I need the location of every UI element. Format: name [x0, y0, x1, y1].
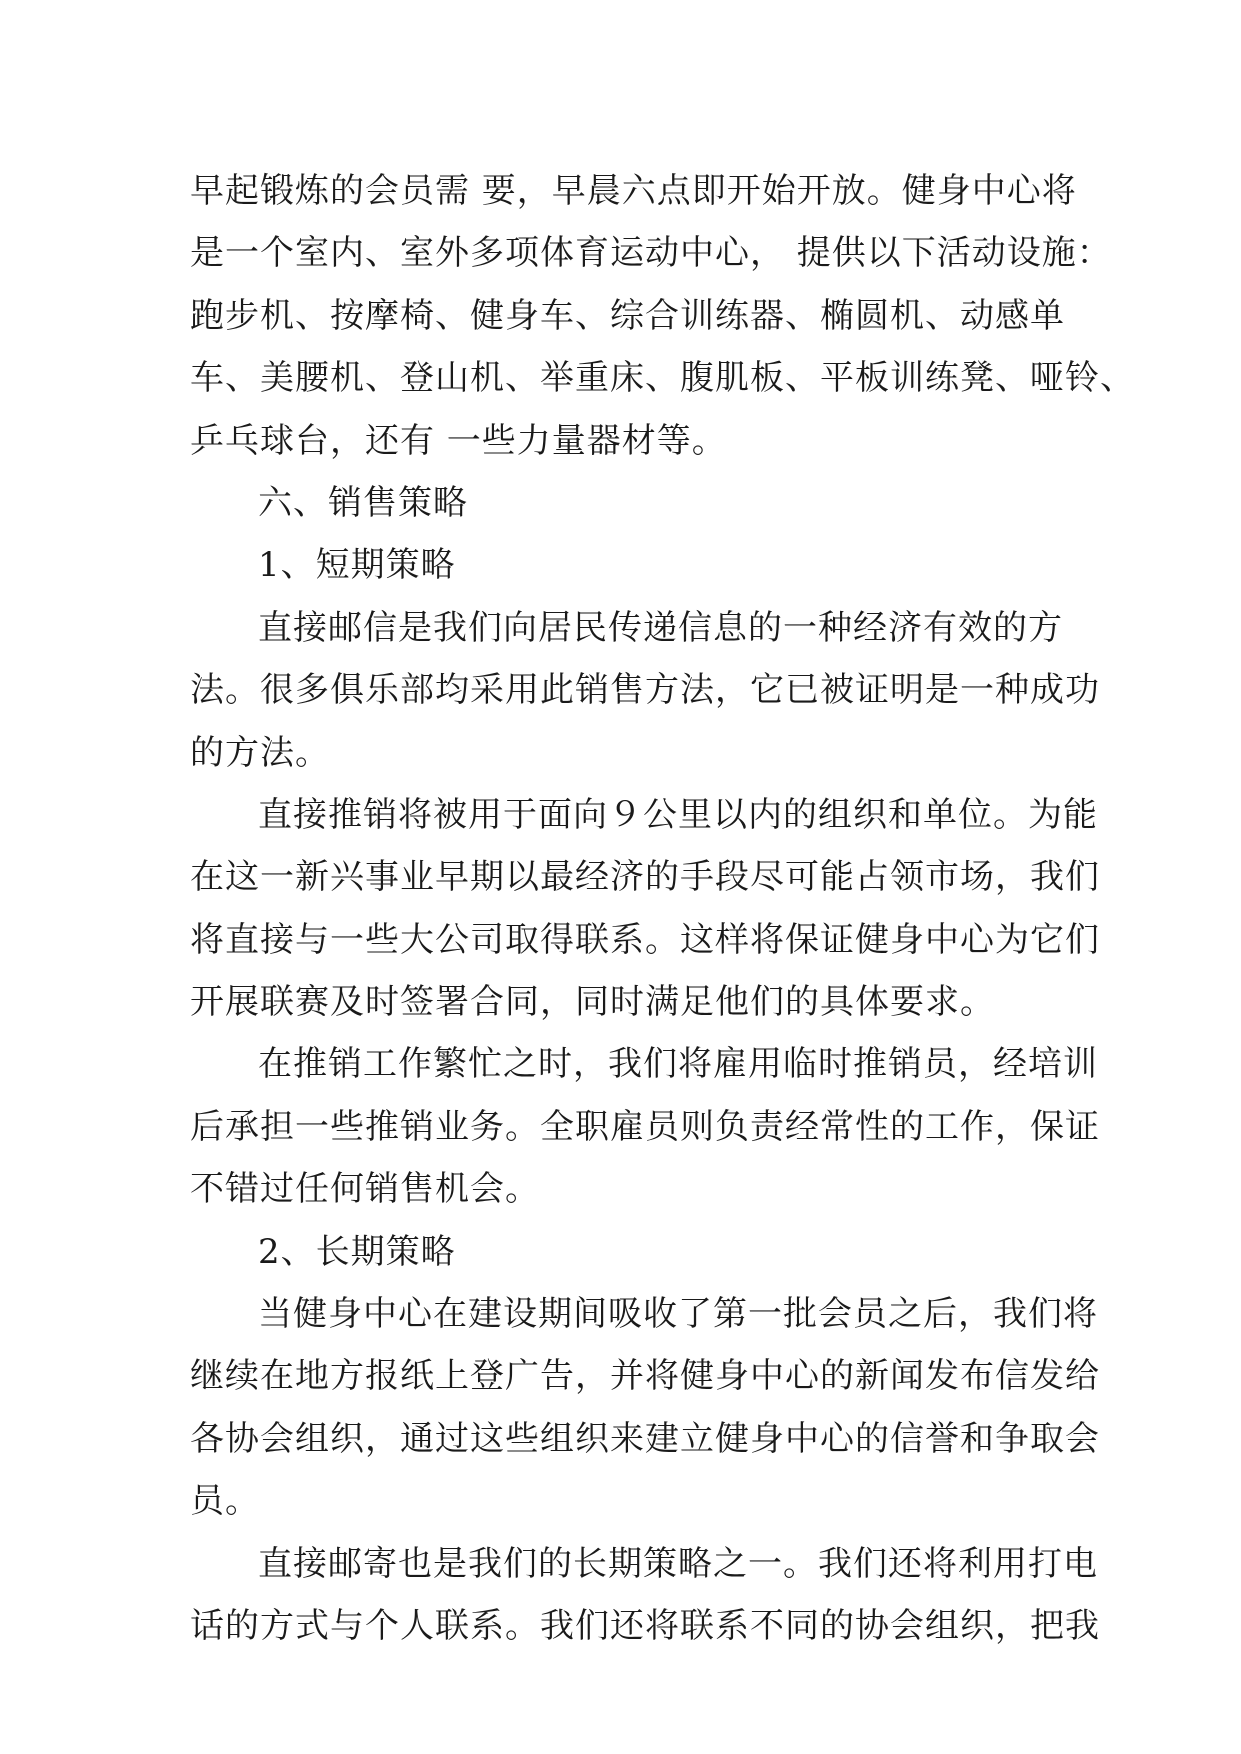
paragraph-line: 将直接与一些大公司取得联系。这样将保证健身中心为它们: [190, 919, 1100, 960]
paragraph-line: 早起锻炼的会员需 要，早晨六点即开始开放。健身中心将: [190, 171, 1077, 211]
paragraph-first-line: 直接邮寄也是我们的长期策略之一。我们还将利用打电: [258, 1543, 1098, 1584]
paragraph-line: 乒乓球台，还有 一些力量器材等。: [190, 420, 727, 461]
paragraph-line: 后承担一些推销业务。全职雇员则负责经常性的工作，保证: [190, 1106, 1100, 1147]
paragraph-line: 话的方式与个人联系。我们还将联系不同的协会组织，把我: [190, 1605, 1100, 1646]
paragraph-first-line: 在推销工作繁忙之时，我们将雇用临时推销员，经培训: [258, 1044, 1098, 1085]
paragraph-line: 是一个室内、室外多项体育运动中心， 提供以下活动设施：: [190, 233, 1112, 274]
paragraph-first-line: 直接邮信是我们向居民传递信息的一种经济有效的方: [258, 607, 1063, 648]
paragraph-line: 开展联赛及时签署合同，同时满足他们的具体要求。: [190, 982, 995, 1023]
subsection-heading: 1、短期策略: [258, 545, 456, 586]
paragraph-line: 的方法。: [190, 732, 330, 773]
paragraph-line: 跑步机、按摩椅、健身车、综合训练器、椭圆机、动感单: [190, 295, 1065, 336]
paragraph-line: 不错过任何销售机会。: [190, 1169, 540, 1210]
paragraph-line: 法。很多俱乐部均采用此销售方法，它已被证明是一种成功: [190, 670, 1100, 711]
paragraph-first-line: 直接推销将被用于面向９公里以内的组织和单位。为能: [258, 794, 1098, 835]
paragraph-line: 车、美腰机、登山机、举重床、腹肌板、平板训练凳、哑铃、: [190, 358, 1135, 399]
paragraph-line: 员。: [190, 1481, 260, 1522]
section-heading: 六、销售策略: [258, 482, 468, 523]
paragraph-line: 继续在地方报纸上登广告，并将健身中心的新闻发布信发给: [190, 1356, 1100, 1397]
paragraph-line: 各协会组织，通过这些组织来建立健身中心的信誉和争取会: [190, 1418, 1100, 1459]
paragraph-first-line: 当健身中心在建设期间吸收了第一批会员之后，我们将: [258, 1294, 1098, 1335]
subsection-heading: 2、长期策略: [258, 1231, 456, 1272]
paragraph-line: 在这一新兴事业早期以最经济的手段尽可能占领市场，我们: [190, 857, 1100, 898]
document-body: [190, 160, 1135, 1657]
